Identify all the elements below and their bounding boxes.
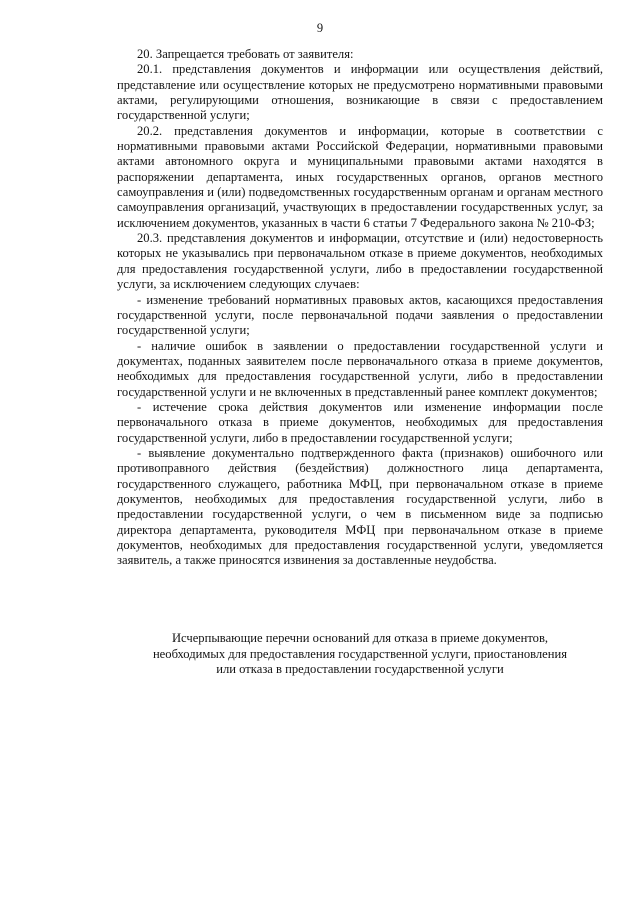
list-item-requirements-change: - изменение требований нормативных правовых актов, касающихся предоставления государственной услуги, после первоначальной подачи заявления о предоставлении государственной услуги; [117,292,603,338]
list-item-unlawful-action: - выявление документально подтвержденного факта (признаков) ошибочного или противоправного действия (бездействия) должностного лица департамента, государственного служащего, работника МФЦ, при первоначальном отказе в приеме документов, необходимых для предоставления государственной услуги, либо в предоставлении государственной услуги, о чем в письменном виде за подписью директора департамента, руководителя МФЦ при первоначальном отказе в приеме документов, необходимых для предоставления государственной услуги, уведомляется заявитель, а также приносятся извинения за доставленные неудобства. [117,445,603,568]
section-heading-line: или отказа в предоставлении государственной услуги [216,662,504,676]
document-body [117,47,603,569]
paragraph-20-3: 20.3. представления документов и информации, отсутствие и (или) недостоверность которых не указывались при первоначальном отказе в приеме документов, необходимых для предоставления государственной услуги, либо в предоставлении государственной услуги, за исключением следующих случаев: [117,231,603,292]
section-heading [117,631,603,678]
paragraph-20: 20. Запрещается требовать от заявителя: [137,47,354,61]
paragraph-20-2: 20.2. представления документов и информации, которые в соответствии с нормативными правовыми актами Российской Федерации, нормативными правовыми актами автономного округа и муниципальными правовыми актами находятся в распоряжении департамента, иных государственных органов, органов местного самоуправления и (или) подведомственных государственным органам и органам местного самоуправления организаций, участвующих в предоставлении государственных услуг, за исключением документов, указанных в части 6 статьи 7 Федерального закона № 210-ФЗ; [117,123,603,230]
list-item-application-errors: - наличие ошибок в заявлении о предоставлении государственной услуги и документах, поданных заявителем после первоначального отказа в приеме документов, необходимых для предоставления государственной услуги, либо в предоставлении государственной услуги и не включенных в представленный ранее комплект документов; [117,338,603,399]
section-heading-line: Исчерпывающие перечни оснований для отказа в приеме документов, [171,631,549,645]
section-heading-line: необходимых для предоставления государственной услуги, приостановления [152,646,568,661]
paragraph-20-1: 20.1. представления документов и информации или осуществления действий, представление или осуществление которых не предусмотрено нормативными правовыми актами, регулирующими отношения, возникающие в связи с предоставлением государственной услуги; [117,62,603,123]
list-item-document-expiry: - истечение срока действия документов или изменение информации после первоначального отказа в приеме документов, необходимых для предоставления государственной услуги, либо в предоставлении государственной услуги; [117,399,603,445]
page-number: 9 [316,21,324,35]
